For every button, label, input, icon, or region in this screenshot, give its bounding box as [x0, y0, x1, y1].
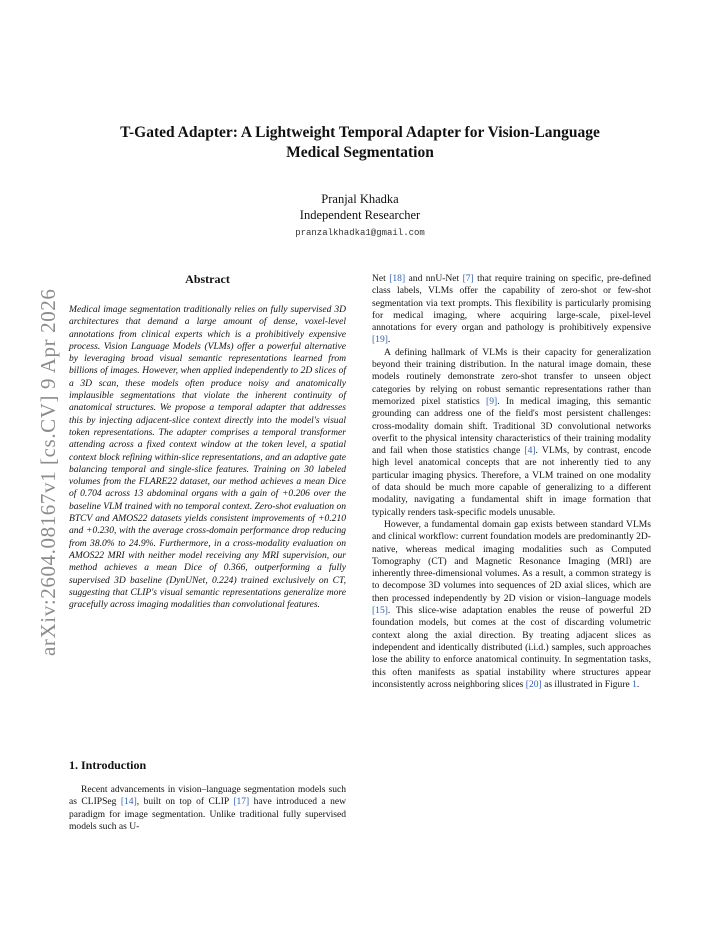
citation-link[interactable]: [15]	[372, 605, 388, 617]
abstract-heading: Abstract	[185, 272, 230, 286]
author-affiliation: Independent Researcher	[299, 208, 421, 222]
right-p3-text-b: . This slice-wise adaptation enables the reuse of powerful 2D foundation models, but comes at the cost of discarding volumetric context along the axial direction. By treating adjacent slices as independent and identically distributed (i.i.d.) samples, such approaches lose the ability to enforce anatomical continuity. In segmentation tasks, this often manifests as spatial instability where structures appear inconsistently across neighboring slices	[372, 605, 651, 690]
citation-link[interactable]: [17]	[233, 796, 250, 808]
paper-title	[60, 123, 660, 163]
right-paragraph-3	[372, 519, 651, 691]
right-p2-text-b: . In medical imaging, this semantic grounding can address one of the field's most persistent challenges: cross-modality domain shift. Traditional 3D convolutional networks overfit to the physical intensity characteristics of their training modality and fail when those statistics change	[372, 395, 652, 457]
citation-link[interactable]: [4]	[524, 445, 536, 457]
citation-link[interactable]: [18]	[389, 273, 406, 284]
right-p1-text-b: and nnU-Net	[405, 273, 463, 284]
right-p1-text-a: Net	[372, 273, 390, 284]
abstract-text	[69, 304, 346, 611]
introduction-left-column	[69, 784, 346, 833]
citation-link[interactable]: [20]	[525, 678, 542, 690]
right-p3-text-d: .	[636, 678, 640, 690]
right-paragraph-1	[372, 273, 651, 347]
right-column	[372, 273, 651, 691]
arxiv-identifier: arXiv:2604.08167v1 [cs.CV] 9 Apr 2026	[36, 288, 60, 656]
intro-paragraph-1	[69, 784, 346, 833]
figure-reference-link[interactable]: 1	[632, 678, 637, 690]
citation-link[interactable]: [14]	[120, 796, 137, 808]
right-p2-text-c: . VLMs, by contrast, encode high level anatomical concepts that are not inherently tied to any particular imaging physics. Therefore, a VLM trained on one modality of data should be much more capable of generalizing to a different modality, navigating a fundamental shift in image formation that typically renders task-specific models unusable.	[372, 445, 652, 518]
citation-link[interactable]: [19]	[372, 334, 388, 346]
intro-p1-text-c: have introduced a new paradigm for image segmentation. Unlike traditional fully supervised models such as U-	[69, 796, 346, 832]
author-name: Pranjal Khadka	[321, 192, 399, 206]
right-paragraph-2	[372, 347, 651, 519]
citation-link[interactable]: [9]	[486, 395, 498, 407]
right-p3-text-a: However, a fundamental domain gap exists between standard VLMs and clinical workflow: current foundation models are predominantly 2D-native, whereas medical imaging modalities such as Computed Tomography (CT) and Magnetic Resonance Imaging (MRI) are inherently three-dimensional volumes. As a result, a common strategy is to decompose 3D volumes into sequences of 2D axial slices, which are then processed independently by 2D vision or vision–language models	[372, 518, 651, 604]
abstract-paragraph: Medical image segmentation traditionally relies on fully supervised 3D architectures that demand a large amount of dense, voxel-level annotations from clinical experts which is a prohibitively expensive process. Vision Language Models (VLMs) offer a powerful alternative by leveraging broad visual semantic representations learned from billions of images. However, when applied independently to 2D slices of a 3D scan, these models often produce noisy and anatomically implausible segmentations that violate the inherent continuity of anatomical structures. We propose a temporal adapter that addresses this by injecting adjacent-slice context directly into the model's visual token representations. The adapter comprises a temporal transformer attending across a fixed context window at the token level, a spatial context block refining within-slice representations, and an adaptive gate balancing temporal and single-slice features. Training on 30 labeled volumes from the FLARE22 dataset, our method achieves a mean Dice of 0.704 across 13 abdominal organs with a gain of +0.206 over the baseline VLM trained with no temporal context. Zero-shot evaluation on BTCV and AMOS22 datasets yields consistent improvements of +0.210 and +0.230, with the average cross-domain performance drop reducing from 38.0% to 24.9%. Furthermore, in a cross-modality evaluation on AMOS22 MRI with neither model receiving any MRI supervision, our method achieves a mean Dice of 0.366, outperforming a fully supervised 3D baseline (DynUNet, 0.224) trained exclusively on CT, suggesting that CLIP's visual semantic representations generalize more gracefully across imaging modalities than convolutional features.	[69, 304, 347, 611]
right-p2-text-a: A defining hallmark of VLMs is their capacity for generalization beyond their training distribution. In the natural image domain, these models routinely demonstrate zero-shot transfer to unseen object categories by relying on robust semantic representations rather than memorized pixel statistics	[372, 346, 651, 407]
author-block	[60, 191, 660, 241]
intro-p1-text-b: , built on top of CLIP	[136, 796, 234, 808]
intro-p1-text-a: Recent advancements in vision–language segmentation models such as CLIPSeg	[69, 784, 346, 808]
right-p1-text-c: that require training on specific, pre-defined class labels, VLMs offer the capability of zero-shot or few-shot segmentation via text prompts. This flexibility is particularly promising for medical imaging, where acquiring large-scale, pixel-level annotations for every organ and pathology is prohibitively expensive	[372, 273, 651, 334]
right-p3-text-c: as illustrated in Figure	[541, 678, 633, 690]
citation-link[interactable]: [7]	[462, 273, 474, 284]
title-line-2: Medical Segmentation	[286, 144, 434, 161]
author-email[interactable]: pranzalkhadka1@gmail.com	[295, 228, 425, 238]
title-line-1: T-Gated Adapter: A Lightweight Temporal Adapter for Vision-Language	[120, 124, 600, 141]
section-heading-introduction: 1. Introduction	[69, 758, 147, 772]
right-p1-text-d: .	[387, 334, 391, 346]
